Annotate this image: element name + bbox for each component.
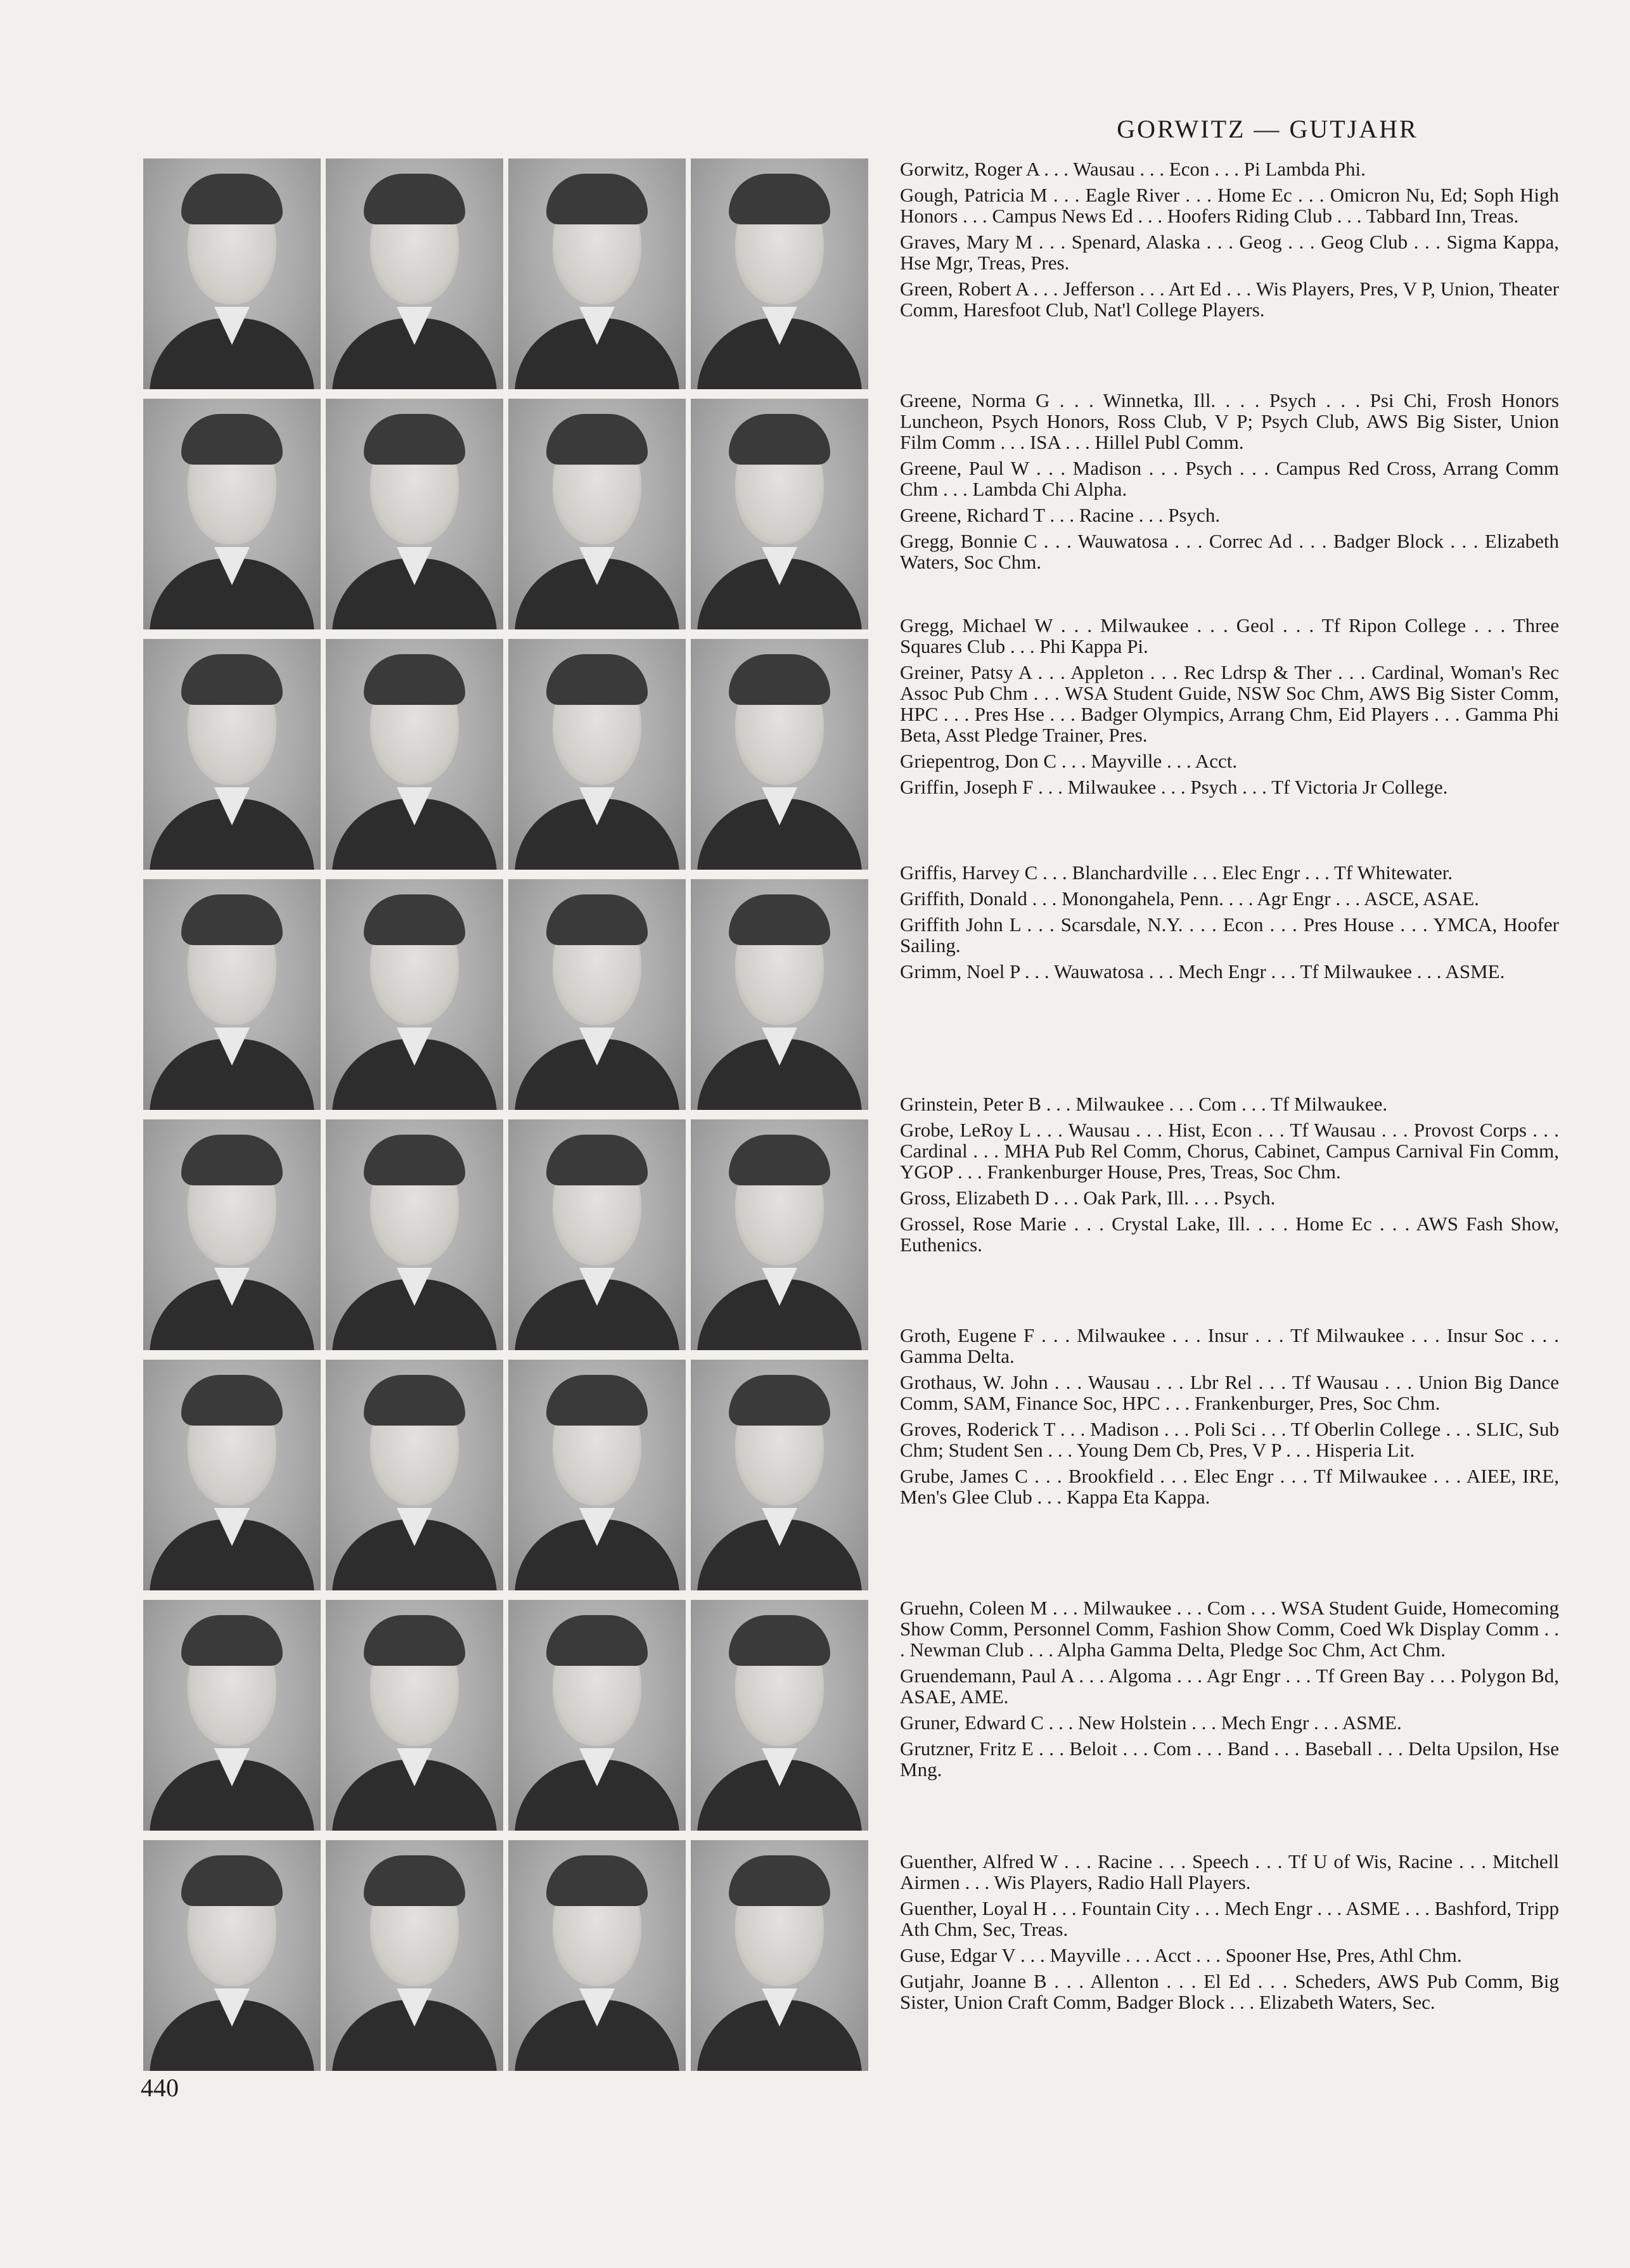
entry-group	[900, 390, 1559, 577]
hair	[546, 174, 648, 224]
portrait-photo	[508, 1600, 686, 1831]
portrait-photo	[691, 1119, 868, 1350]
entry: Guse, Edgar V . . . Mayville . . . Acct . . . Spooner Hse, Pres, Athl Chm.	[900, 1944, 1462, 1966]
portrait-photo	[143, 399, 321, 629]
portrait-grid	[143, 158, 868, 2080]
entry: Grothaus, W. John . . . Wausau . . . Lbr Rel . . . Tf Wausau . . . Union Big Dance Comm, SAM, Finance Soc, HPC . . . Frankenburger, Pres, Soc Chm.	[900, 1371, 1559, 1414]
entry-group	[900, 1093, 1559, 1260]
portrait-photo	[691, 1840, 868, 2071]
hair	[364, 414, 465, 465]
entry-group	[900, 1597, 1559, 1785]
hair	[729, 1375, 830, 1426]
entry: Griffis, Harvey C . . . Blanchardville . . . Elec Engr . . . Tf Whitewater.	[900, 861, 1453, 884]
portrait-photo	[326, 1600, 503, 1831]
entry: Green, Robert A . . . Jefferson . . . Art Ed . . . Wis Players, Pres, V P, Union, Theater Comm, Haresfoot Club, Nat'l College Players.	[900, 278, 1559, 321]
hair	[364, 174, 465, 224]
hair	[546, 654, 648, 705]
entry-group	[900, 615, 1559, 802]
portrait-photo	[143, 1600, 321, 1831]
entry-group	[900, 1325, 1559, 1512]
portrait-photo	[143, 1119, 321, 1350]
entry: Groth, Eugene F . . . Milwaukee . . . Insur . . . Tf Milwaukee . . . Insur Soc . . . Gamma Delta.	[900, 1324, 1559, 1367]
portrait-photo	[691, 639, 868, 870]
portrait-photo	[691, 1360, 868, 1590]
entry: Graves, Mary M . . . Spenard, Alaska . . . Geog . . . Geog Club . . . Sigma Kappa, Hse Mgr, Treas, Pres.	[900, 231, 1559, 274]
entry: Grinstein, Peter B . . . Milwaukee . . . Com . . . Tf Milwaukee.	[900, 1093, 1388, 1115]
hair	[729, 174, 830, 224]
hair	[364, 1375, 465, 1426]
hair	[729, 654, 830, 705]
entry: Griepentrog, Don C . . . Mayville . . . Acct.	[900, 750, 1238, 772]
page-number: 440	[141, 2073, 179, 2102]
entry: Grube, James C . . . Brookfield . . . Elec Engr . . . Tf Milwaukee . . . AIEE, IRE, Men's Glee Club . . . Kappa Eta Kappa.	[900, 1465, 1559, 1508]
entry: Griffith John L . . . Scarsdale, N.Y. . . . Econ . . . Pres House . . . YMCA, Hoofer Sailing.	[900, 913, 1559, 957]
portrait-photo	[508, 158, 686, 389]
hair	[364, 1615, 465, 1666]
portrait-photo	[326, 879, 503, 1110]
entry: Grutzner, Fritz E . . . Beloit . . . Com . . . Band . . . Baseball . . . Delta Upsilon, Hse Mng.	[900, 1737, 1559, 1781]
portrait-photo	[143, 1840, 321, 2071]
portrait-photo	[508, 399, 686, 629]
entry: Grossel, Rose Marie . . . Crystal Lake, Ill. . . . Home Ec . . . AWS Fash Show, Euthenics.	[900, 1213, 1559, 1256]
hair	[364, 654, 465, 705]
portrait-photo	[326, 158, 503, 389]
hair	[729, 414, 830, 465]
entry: Gorwitz, Roger A . . . Wausau . . . Econ . . . Pi Lambda Phi.	[900, 158, 1366, 180]
portrait-photo	[143, 879, 321, 1110]
portrait-photo	[326, 639, 503, 870]
portrait-photo	[508, 639, 686, 870]
hair	[546, 1615, 648, 1666]
hair	[181, 894, 283, 945]
page-header: GORWITZ — GUTJAHR	[1117, 115, 1418, 143]
hair	[546, 414, 648, 465]
entry: Greene, Paul W . . . Madison . . . Psych . . . Campus Red Cross, Arrang Comm Chm . . . Lambda Chi Alpha.	[900, 457, 1559, 500]
hair	[546, 1855, 648, 1906]
entry: Gruehn, Coleen M . . . Milwaukee . . . Com . . . WSA Student Guide, Homecoming Show Comm, Personnel Comm, Fashion Show Comm, Coed Wk Display Comm . . . Newman Club . . . Alpha Gamma Delta, Pledge Soc Chm, Act Chm.	[900, 1597, 1559, 1661]
portrait-photo	[326, 1840, 503, 2071]
hair	[181, 174, 283, 224]
entry: Guenther, Alfred W . . . Racine . . . Speech . . . Tf U of Wis, Racine . . . Mitchell Airmen . . . Wis Players, Radio Hall Players.	[900, 1850, 1559, 1893]
hair	[729, 1615, 830, 1666]
portrait-photo	[508, 1360, 686, 1590]
entry: Gough, Patricia M . . . Eagle River . . . Home Ec . . . Omicron Nu, Ed; Soph High Honors . . . Campus News Ed . . . Hoofers Riding Club . . . Tabbard Inn, Treas.	[900, 184, 1559, 227]
hair	[181, 1615, 283, 1666]
hair	[546, 1375, 648, 1426]
entry: Gruner, Edward C . . . New Holstein . . . Mech Engr . . . ASME.	[900, 1711, 1402, 1734]
entry-group	[900, 1851, 1559, 2018]
portrait-photo	[691, 158, 868, 389]
entry: Greene, Norma G . . . Winnetka, Ill. . . . Psych . . . Psi Chi, Frosh Honors Luncheon, Psych Honors, Ross Club, V P; Psych Club, AWS Big Sister, Union Film Comm . . . ISA . . . Hillel Publ Comm.	[900, 389, 1559, 453]
entry: Griffin, Joseph F . . . Milwaukee . . . Psych . . . Tf Victoria Jr College.	[900, 776, 1448, 798]
hair	[181, 1855, 283, 1906]
hair	[181, 414, 283, 465]
entry-group	[900, 158, 1559, 325]
hair	[181, 1375, 283, 1426]
hair	[729, 1135, 830, 1185]
entry: Gregg, Michael W . . . Milwaukee . . . Geol . . . Tf Ripon College . . . Three Squares Club . . . Phi Kappa Pi.	[900, 614, 1559, 657]
entry: Guenther, Loyal H . . . Fountain City . . . Mech Engr . . . ASME . . . Bashford, Tripp Ath Chm, Sec, Treas.	[900, 1897, 1559, 1940]
entry: Grimm, Noel P . . . Wauwatosa . . . Mech Engr . . . Tf Milwaukee . . . ASME.	[900, 960, 1505, 983]
hair	[364, 1135, 465, 1185]
portrait-photo	[143, 158, 321, 389]
hair	[729, 1855, 830, 1906]
entry: Griffith, Donald . . . Monongahela, Penn. . . . Agr Engr . . . ASCE, ASAE.	[900, 887, 1479, 910]
entry-group	[900, 862, 1559, 987]
hair	[546, 1135, 648, 1185]
portrait-photo	[143, 1360, 321, 1590]
entry: Grobe, LeRoy L . . . Wausau . . . Hist, Econ . . . Tf Wausau . . . Provost Corps . . . Cardinal . . . MHA Pub Rel Comm, Chorus, Cabinet, Campus Carnival Fin Comm, YGOP . . . Frankenburger House, Pres, Treas, Soc Chm.	[900, 1119, 1559, 1183]
portrait-photo	[508, 879, 686, 1110]
entry: Gregg, Bonnie C . . . Wauwatosa . . . Correc Ad . . . Badger Block . . . Elizabeth Waters, Soc Chm.	[900, 530, 1559, 573]
entry: Gross, Elizabeth D . . . Oak Park, Ill. . . . Psych.	[900, 1187, 1276, 1209]
entry: Greene, Richard T . . . Racine . . . Psych.	[900, 504, 1221, 526]
hair	[181, 654, 283, 705]
portrait-photo	[326, 399, 503, 629]
portrait-photo	[326, 1360, 503, 1590]
portrait-photo	[691, 1600, 868, 1831]
entry: Gutjahr, Joanne B . . . Allenton . . . El Ed . . . Scheders, AWS Pub Comm, Big Sister, Union Craft Comm, Badger Block . . . Elizabeth Waters, Sec.	[900, 1970, 1559, 2013]
entry: Groves, Roderick T . . . Madison . . . Poli Sci . . . Tf Oberlin College . . . SLIC, Sub Chm; Student Sen . . . Young Dem Cb, Pres, V P . . . Hisperia Lit.	[900, 1418, 1559, 1461]
portrait-photo	[691, 399, 868, 629]
portrait-photo	[143, 639, 321, 870]
hair	[364, 1855, 465, 1906]
portrait-photo	[508, 1119, 686, 1350]
portrait-photo	[691, 879, 868, 1110]
portrait-photo	[508, 1840, 686, 2071]
hair	[364, 894, 465, 945]
hair	[729, 894, 830, 945]
hair	[546, 894, 648, 945]
hair	[181, 1135, 283, 1185]
entry: Gruendemann, Paul A . . . Algoma . . . Agr Engr . . . Tf Green Bay . . . Polygon Bd, ASAE, AME.	[900, 1665, 1559, 1708]
entry: Greiner, Patsy A . . . Appleton . . . Rec Ldrsp & Ther . . . Cardinal, Woman's Rec Assoc Pub Chm . . . WSA Student Guide, NSW Soc Chm, AWS Big Sister Comm, HPC . . . Pres Hse . . . Badger Olympics, Arrang Chm, Eid Players . . . Gamma Phi Beta, Asst Pledge Trainer, Pres.	[900, 661, 1559, 746]
portrait-photo	[326, 1119, 503, 1350]
